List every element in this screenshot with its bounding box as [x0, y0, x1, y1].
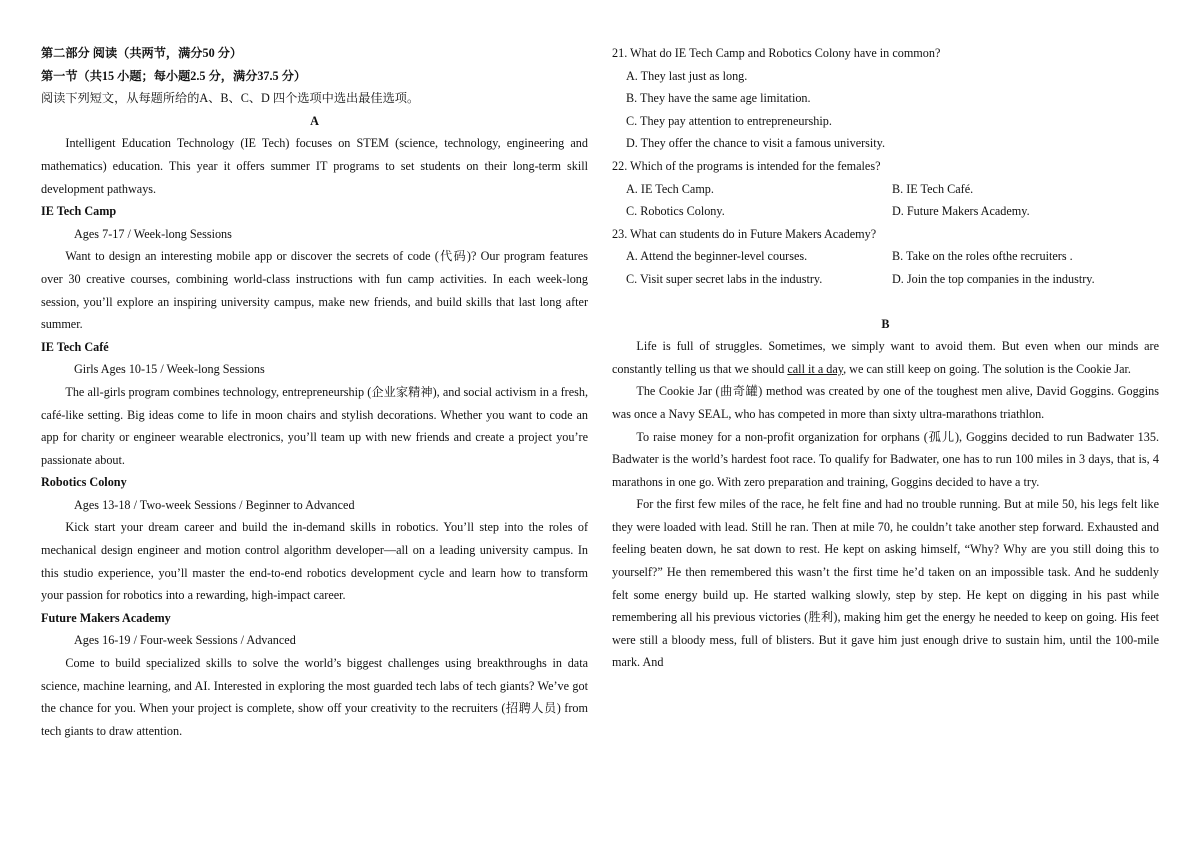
program-desc-future-makers: Come to build specialized skills to solve the world’s biggest challenges using breakthroughs in data science, machine learning, and AI. Interested in exploring the most guarded tech labs of tech giants? We’ve got the chance for you. When your project is complete, show off your creativity to the recruiters (招聘人员) from tech giants to draw attention.	[41, 656, 588, 738]
instruction-text: 阅读下列短文，从每题所给的A、B、C、D 四个选项中选出最佳选项。	[41, 91, 420, 106]
passage-b-paragraph-2: The Cookie Jar (曲奇罐) method was created by one of the toughest men alive, David Goggins. Goggins was once a Navy SEAL, who has competed in more than sixty ultra-marathons triathlon.	[612, 384, 1159, 421]
p1-text-before: Life is full of struggles. Sometimes, we simply want to avoid them. But even when our minds are constantly telling us that we should	[612, 339, 1159, 376]
p1-text-after: , we can still keep on going. The solution is the Cookie Jar.	[843, 361, 1131, 376]
program-desc-robotics-colony: Kick start your dream career and build the in-demand skills in robotics. You’ll step into the roles of mechanical design engineer and motion control algorithm developer—all on a leading university campus. In this studio experience, you’ll master the end-to-end robotics development cycle and learn how to transform your passion for robotics into a rewarding, high-impact career.	[41, 520, 588, 603]
question-22-options-row-1	[612, 178, 1159, 201]
question-22-option-d: D. Future Makers Academy.	[892, 204, 1030, 219]
question-23-options-row-1	[612, 245, 1159, 268]
passage-b-paragraph-4: For the first few miles of the race, he felt fine and had no trouble running. But at mile 50, his legs felt like they were loaded with lead. Still he ran. Then at mile 70, he couldn’t take another step forward. Exhausted and feeling beaten down, he sat down to rest. He kept on asking himself, “Why? Why are you still doing this to yourself?” He then remembered this wasn’t the first time he’d taken on an impossible task. And he suddenly felt some energy build up. He started walking slowly, step by step. He kept on digging in his past while remembering all his previous victories (胜利), making him get the energy he needed to keep on going. His feet were still a bloody mess, full of blisters. But it gave him just enough drive to sustain him, until the 100-mile mark. And	[612, 497, 1159, 670]
program-title-robotics-colony: Robotics Colony	[41, 475, 127, 490]
passage-b-letter: B	[881, 316, 890, 331]
program-meta-ie-tech-camp: Ages 7-17 / Week-long Sessions	[74, 226, 232, 241]
question-21-option-c: C. They pay attention to entrepreneurship.	[626, 113, 832, 128]
passage-b-paragraph-3: To raise money for a non-profit organization for orphans (孤儿), Goggins decided to run Badwater 135. Badwater is the world’s hardest foot race. To qualify for Badwater, one has to run 100 miles in 3 days, that is, 4 marathons in one go. With zero preparation and training, Goggins decided to have a try.	[612, 429, 1159, 489]
program-title-ie-tech-camp: IE Tech Camp	[41, 204, 117, 219]
question-23-options-row-2	[612, 268, 1159, 291]
passage-a-letter: A	[310, 113, 319, 128]
program-meta-future-makers: Ages 16-19 / Four-week Sessions / Advanced	[74, 633, 296, 648]
passage-a-intro: Intelligent Education Technology (IE Tech) focuses on STEM (science, technology, engineering and mathematics) education. This year it offers summer IT programs to set students on their long-term skill development pathways.	[41, 136, 588, 196]
question-22-options-row-2	[612, 200, 1159, 223]
right-column	[612, 42, 1159, 674]
question-23-option-b: B. Take on the roles ofthe recruiters .	[892, 249, 1073, 264]
passage-b-paragraph-1	[612, 335, 1159, 380]
program-desc-ie-tech-cafe: The all-girls program combines technology, entrepreneurship (企业家精神), and social activism in a fresh, café-like setting. Big ideas come to life in moon chairs and stylish decorations. Whether you want to code an app for charity or engineer wearable electronics, you’ll team up with new friends and create a project you’re passionate about.	[41, 384, 588, 467]
program-meta-ie-tech-cafe: Girls Ages 10-15 / Week-long Sessions	[74, 362, 265, 377]
underlined-phrase: call it a day	[787, 361, 844, 376]
question-21-option-b: B. They have the same age limitation.	[626, 91, 811, 106]
question-21-option-d: D. They offer the chance to visit a famous university.	[626, 136, 886, 151]
spacer	[612, 291, 1159, 313]
program-desc-ie-tech-camp: Want to design an interesting mobile app or discover the secrets of code (代码)? Our program features over 30 creative courses, combining world-class instructions with fun camp activities. In each week-long session, you’ll explore an inspiring university campus, make new friends, and build skills that last long after summer.	[41, 249, 588, 332]
question-23-stem: 23. What can students do in Future Makers Academy?	[612, 226, 877, 241]
program-title-ie-tech-cafe: IE Tech Café	[41, 339, 109, 354]
part-heading: 第二部分 阅读（共两节，满分50 分）	[41, 46, 243, 60]
question-22-option-c: C. Robotics Colony.	[626, 204, 725, 219]
section-heading: 第一节（共15 小题；每小题2.5 分，满分37.5 分）	[41, 68, 307, 83]
question-23-option-a: A. Attend the beginner-level courses.	[626, 249, 808, 264]
question-21-option-a: A. They last just as long.	[626, 68, 748, 83]
question-23-option-d: D. Join the top companies in the industry.	[892, 271, 1095, 286]
program-meta-robotics-colony: Ages 13-18 / Two-week Sessions / Beginner to Advanced	[74, 497, 355, 512]
left-column	[41, 42, 588, 742]
question-22-option-a: A. IE Tech Camp.	[626, 181, 714, 196]
question-21-stem: 21. What do IE Tech Camp and Robotics Colony have in common?	[612, 46, 941, 60]
question-22-option-b: B. IE Tech Café.	[892, 181, 974, 196]
question-23-option-c: C. Visit super secret labs in the industry.	[626, 271, 823, 286]
program-title-future-makers: Future Makers Academy	[41, 610, 171, 625]
question-22-stem: 22. Which of the programs is intended for the females?	[612, 158, 881, 173]
